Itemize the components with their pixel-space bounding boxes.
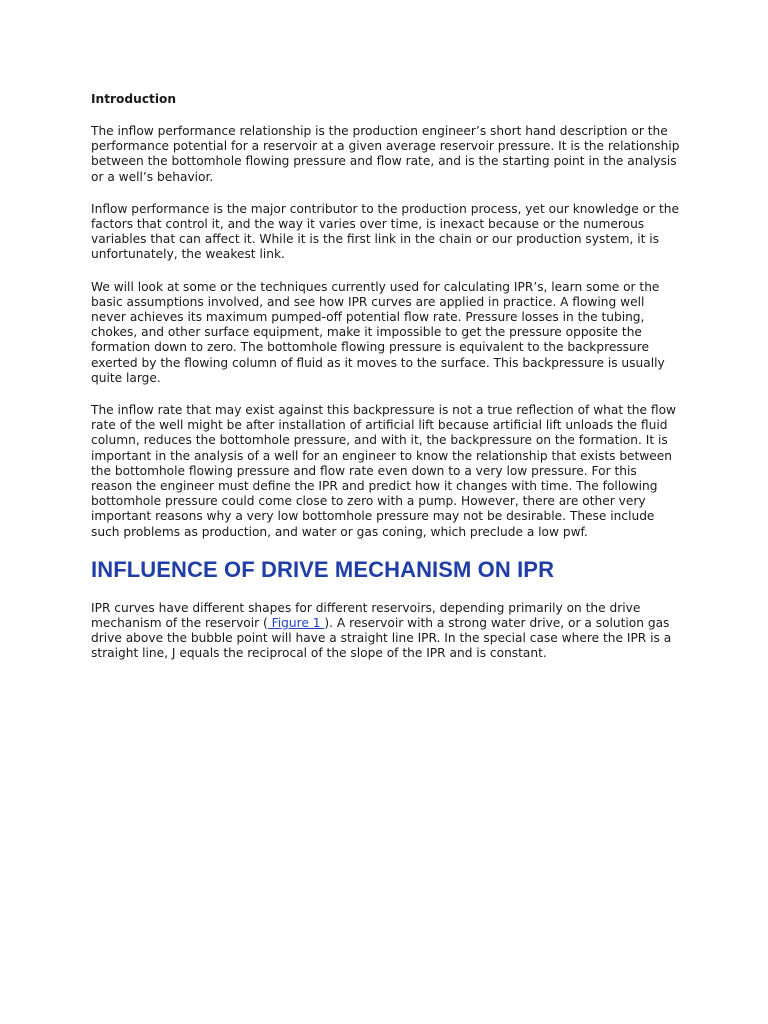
intro-paragraph-4: The inflow rate that may exist against this backpressure is not a true reflection of what the flow rate of the well might be after installation of artificial lift because artificial lift unloads the fluid column, reduces the bottomhole pressure, and with it, the backpressure on the formation. It is important in the analysis of a well for an engineer to know the relationship that exists between the bottomhole flowing pressure and flow rate even down to a very low pressure. For this reason the engineer must define the IPR and predict how it changes with time. The following bottomhole pressure could come close to zero with a pump. However, there are other very important reasons why a very low bottomhole pressure may not be desirable. These include such problems as production, and water or gas coning, which preclude a low pwf. [91, 403, 676, 539]
document-page [91, 90, 681, 679]
intro-paragraph-2: Inflow performance is the major contributor to the production process, yet our knowledge or the factors that control it, and the way it varies over time, is inexact because or the numerous variables that can affect it. While it is the first link in the chain or our production system, it is unfortunately, the weakest link. [91, 201, 679, 262]
figure-1-link[interactable]: Figure 1 [267, 616, 325, 631]
intro-heading: Introduction [91, 92, 177, 106]
section-text-after-link: ). A reservoir with a strong water drive, or a solution gas drive above the bubble point will have a straight line IPR. In the special case where the IPR is a straight line, J equals the reciprocal of the slope of the IPR and is constant. [91, 616, 672, 661]
intro-paragraph-3: We will look at some or the techniques currently used for calculating IPR’s, learn some or the basic assumptions involved, and see how IPR curves are applied in practice. A flowing well never achieves its maximum pumped-off potential flow rate. Pressure losses in the tubing, chokes, and other surface equipment, make it impossible to get the pressure opposite the formation down to zero. The bottomhole flowing pressure is equivalent to the backpressure exerted by the flowing column of fluid as it moves to the surface. This backpressure is usually quite large. [91, 279, 665, 385]
section-heading: INFLUENCE OF DRIVE MECHANISM ON IPR [91, 556, 555, 582]
section-text-before-link: IPR curves have different shapes for different reservoirs, depending primarily on the drive mechanism of the reservoir ( [91, 600, 641, 631]
intro-paragraph-1: The inflow performance relationship is the production engineer’s short hand description or the performance potential for a reservoir at a given average reservoir pressure. It is the relationship between the bottomhole flowing pressure and flow rate, and is the starting point in the analysis or a well’s behavior. [91, 124, 680, 184]
section-paragraph [91, 601, 681, 662]
